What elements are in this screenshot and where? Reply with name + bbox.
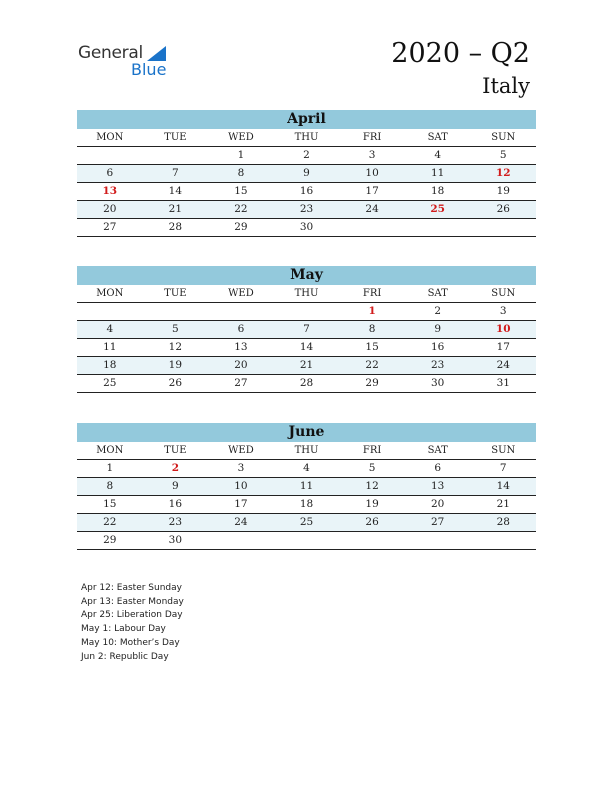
weekday-label: TUE xyxy=(164,288,187,299)
day-cell xyxy=(143,147,209,164)
month-grid xyxy=(77,303,536,393)
week-row xyxy=(77,357,536,375)
day-cell: 2 xyxy=(303,149,310,161)
day-cell: 8 xyxy=(237,167,245,179)
day-cell: 28 xyxy=(299,377,314,389)
day-cell: 25 xyxy=(299,516,314,528)
day-cell xyxy=(77,147,143,164)
weekday-label: FRI xyxy=(362,132,382,143)
week-row xyxy=(77,201,536,219)
day-cell: 4 xyxy=(434,149,442,161)
day-cell: 3 xyxy=(499,305,507,317)
day-cell: 6 xyxy=(237,323,245,335)
day-cell: 22 xyxy=(103,516,117,528)
day-cell: 20 xyxy=(103,203,117,215)
day-cell: 21 xyxy=(168,203,183,215)
holiday-day-cell: 1 xyxy=(368,305,376,317)
day-cell: 7 xyxy=(172,167,179,179)
month-title: April xyxy=(77,110,536,129)
month-april xyxy=(77,110,536,237)
day-cell: 14 xyxy=(299,341,314,353)
day-cell: 30 xyxy=(430,377,445,389)
day-cell: 16 xyxy=(168,498,183,510)
day-cell xyxy=(339,219,405,236)
day-cell: 3 xyxy=(368,149,376,161)
day-cell: 30 xyxy=(168,534,183,546)
holiday-note: Apr 25: Liberation Day xyxy=(81,610,183,621)
week-row xyxy=(77,147,536,165)
day-cell: 14 xyxy=(168,185,183,197)
generalblue-logo xyxy=(78,43,178,83)
day-cell xyxy=(339,532,405,549)
day-cell: 11 xyxy=(430,167,445,179)
month-title: May xyxy=(77,266,536,285)
holiday-day-cell: 2 xyxy=(171,462,180,474)
day-cell: 20 xyxy=(234,359,248,371)
day-cell: 19 xyxy=(168,359,183,371)
day-cell xyxy=(274,303,340,320)
weekday-label: SUN xyxy=(491,445,516,456)
week-row xyxy=(77,375,536,393)
day-cell: 5 xyxy=(172,323,179,335)
day-cell: 9 xyxy=(303,167,310,179)
day-cell: 24 xyxy=(496,359,510,371)
day-cell: 24 xyxy=(365,203,379,215)
day-cell: 10 xyxy=(365,167,379,179)
week-row xyxy=(77,478,536,496)
holiday-note: May 10: Mother’s Day xyxy=(81,637,180,648)
day-cell: 17 xyxy=(365,185,379,197)
day-cell xyxy=(208,532,274,549)
day-cell: 29 xyxy=(234,221,248,233)
weekday-label: WED xyxy=(228,445,254,456)
day-cell: 18 xyxy=(299,498,314,510)
day-cell: 27 xyxy=(234,377,248,389)
weekday-header-row xyxy=(77,285,536,303)
month-grid xyxy=(77,460,536,550)
weekday-label: THU xyxy=(294,132,319,143)
logo-triangle-icon xyxy=(147,46,166,61)
week-row xyxy=(77,460,536,478)
week-row xyxy=(77,532,536,550)
day-cell: 5 xyxy=(368,462,376,474)
weekday-label: WED xyxy=(228,288,254,299)
day-cell: 31 xyxy=(496,377,510,389)
day-cell: 18 xyxy=(430,185,445,197)
day-cell: 13 xyxy=(430,480,445,492)
month-may xyxy=(77,266,536,393)
logo-general-text: General xyxy=(78,43,143,63)
day-cell: 5 xyxy=(499,149,507,161)
day-cell xyxy=(470,219,536,236)
day-cell: 1 xyxy=(106,462,114,474)
day-cell: 19 xyxy=(496,185,510,197)
month-june xyxy=(77,423,536,550)
day-cell: 24 xyxy=(234,516,248,528)
holiday-note: Apr 13: Easter Monday xyxy=(81,596,184,607)
day-cell: 21 xyxy=(299,359,314,371)
weekday-label: SAT xyxy=(427,132,448,143)
week-row xyxy=(77,303,536,321)
day-cell: 21 xyxy=(496,498,510,510)
weekday-label: SAT xyxy=(427,445,448,456)
day-cell: 2 xyxy=(434,305,442,317)
day-cell: 6 xyxy=(434,462,442,474)
day-cell: 22 xyxy=(234,203,248,215)
holiday-notes xyxy=(81,582,184,664)
page-title: 2020 – Q2 xyxy=(391,38,530,69)
day-cell xyxy=(405,219,471,236)
day-cell: 23 xyxy=(168,516,183,528)
day-cell: 16 xyxy=(430,341,445,353)
day-cell: 10 xyxy=(234,480,248,492)
day-cell: 12 xyxy=(365,480,379,492)
day-cell: 3 xyxy=(237,462,245,474)
day-cell: 4 xyxy=(303,462,310,474)
holiday-day-cell: 13 xyxy=(102,185,118,197)
week-row xyxy=(77,219,536,237)
day-cell: 30 xyxy=(299,221,314,233)
weekday-label: SAT xyxy=(427,288,448,299)
weekday-label: FRI xyxy=(362,445,382,456)
day-cell xyxy=(274,532,340,549)
holiday-day-cell: 12 xyxy=(495,167,511,179)
week-row xyxy=(77,496,536,514)
day-cell xyxy=(405,532,471,549)
day-cell: 26 xyxy=(168,377,183,389)
day-cell: 19 xyxy=(365,498,379,510)
day-cell: 17 xyxy=(234,498,248,510)
weekday-label: TUE xyxy=(164,132,187,143)
holiday-day-cell: 10 xyxy=(495,323,511,335)
day-cell: 15 xyxy=(234,185,248,197)
holiday-note: May 1: Labour Day xyxy=(81,624,166,635)
day-cell: 14 xyxy=(496,480,510,492)
day-cell: 26 xyxy=(365,516,379,528)
day-cell xyxy=(143,303,209,320)
day-cell: 25 xyxy=(103,377,117,389)
day-cell: 8 xyxy=(368,323,376,335)
day-cell: 7 xyxy=(303,323,310,335)
weekday-label: THU xyxy=(294,445,319,456)
weekday-label: MON xyxy=(96,445,124,456)
day-cell: 15 xyxy=(365,341,379,353)
day-cell xyxy=(470,532,536,549)
weekday-label: MON xyxy=(96,132,124,143)
day-cell: 18 xyxy=(103,359,117,371)
day-cell: 9 xyxy=(434,323,442,335)
day-cell: 28 xyxy=(168,221,183,233)
day-cell: 7 xyxy=(499,462,507,474)
day-cell: 9 xyxy=(172,480,179,492)
day-cell: 1 xyxy=(237,149,245,161)
holiday-day-cell: 25 xyxy=(430,203,445,215)
week-row xyxy=(77,321,536,339)
day-cell xyxy=(208,303,274,320)
day-cell: 13 xyxy=(234,341,248,353)
weekday-label: MON xyxy=(96,288,124,299)
weekday-header-row xyxy=(77,442,536,460)
day-cell: 22 xyxy=(365,359,379,371)
holiday-note: Jun 2: Republic Day xyxy=(81,651,169,662)
day-cell: 12 xyxy=(168,341,183,353)
weekday-label: TUE xyxy=(164,445,187,456)
day-cell: 29 xyxy=(103,534,117,546)
weekday-header-row xyxy=(77,129,536,147)
weekday-label: SUN xyxy=(491,132,516,143)
day-cell: 28 xyxy=(496,516,510,528)
day-cell: 26 xyxy=(496,203,510,215)
logo-blue-text: Blue xyxy=(131,60,167,79)
day-cell: 16 xyxy=(299,185,314,197)
day-cell: 8 xyxy=(106,480,114,492)
weekday-label: SUN xyxy=(491,288,516,299)
weekday-label: FRI xyxy=(362,288,382,299)
week-row xyxy=(77,339,536,357)
day-cell: 27 xyxy=(430,516,445,528)
weekday-label: WED xyxy=(228,132,254,143)
weekday-label: THU xyxy=(294,288,319,299)
day-cell: 15 xyxy=(103,498,117,510)
month-title: June xyxy=(77,423,536,442)
week-row xyxy=(77,183,536,201)
week-row xyxy=(77,514,536,532)
day-cell: 23 xyxy=(299,203,314,215)
day-cell xyxy=(77,303,143,320)
day-cell: 4 xyxy=(106,323,114,335)
day-cell: 27 xyxy=(103,221,117,233)
day-cell: 29 xyxy=(365,377,379,389)
day-cell: 23 xyxy=(430,359,445,371)
day-cell: 11 xyxy=(103,341,117,353)
day-cell: 17 xyxy=(496,341,510,353)
month-grid xyxy=(77,147,536,237)
day-cell: 20 xyxy=(430,498,445,510)
holiday-note: Apr 12: Easter Sunday xyxy=(81,583,182,593)
week-row xyxy=(77,165,536,183)
day-cell: 6 xyxy=(106,167,114,179)
day-cell: 11 xyxy=(299,480,314,492)
country-name: Italy xyxy=(482,74,530,98)
